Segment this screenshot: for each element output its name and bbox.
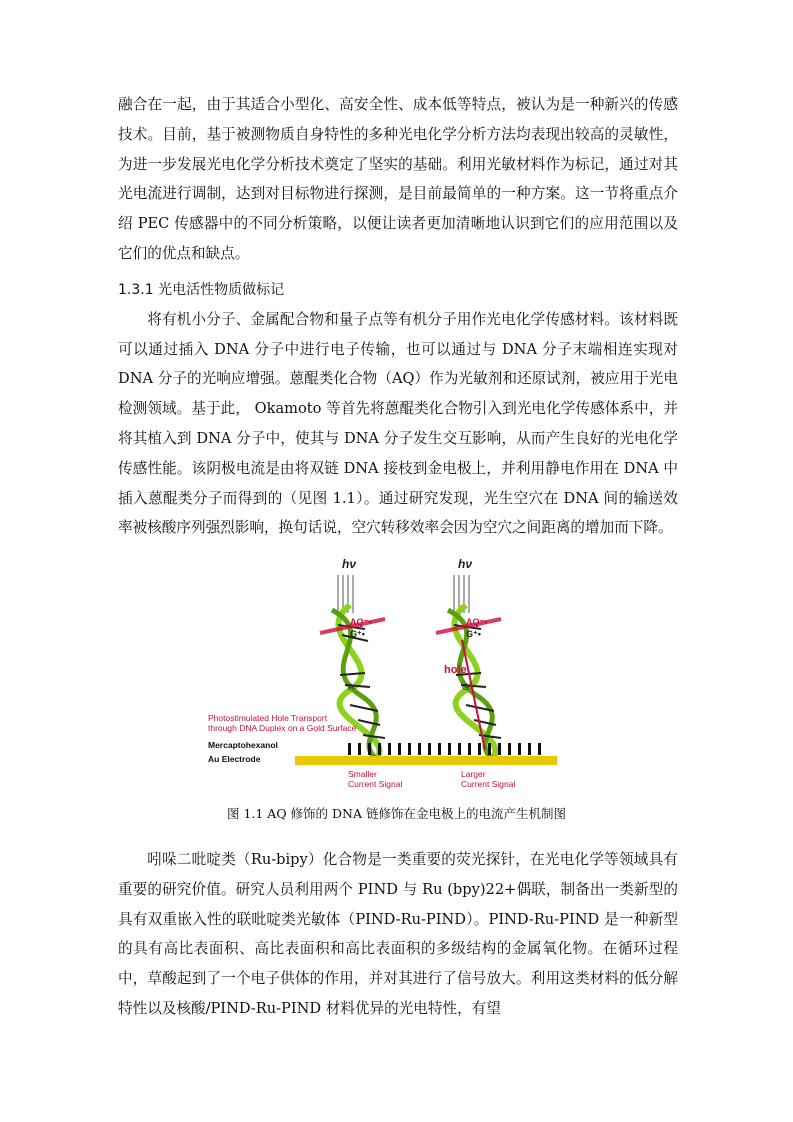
transport-line2: through DNA Duplex on a Gold Surface <box>208 723 357 733</box>
hole-label: hole <box>444 664 467 676</box>
paragraph-section: 将有机小分子、金属配合物和量子点等有机分子用作光电化学传感材料。该材料既可以通过插入 DNA 分子中进行电子传输，也可以通过与 DNA 分子末端相连实现对 DNA 分子的光响应增强。蒽醌类化合物（AQ）作为光敏剂和还原试剂，被应用于光电检测领域。基于此， Okamoto 等首先将蒽醌类化合物引入到光电化学传感体系中，并将其植入到 DNA 分子中，使其与 DNA 分子发生交互影响，从而产生良好的光电化学传感性能。该阴极电流是由将双链 DNA 接枝到金电极上，并利用静电作用在 DNA 中插入蒽醌类分子而得到的（见图 1.1）。通过研究发现，光生空穴在 DNA 间的输送效率被核酸序列强烈影响，换句话说，空穴转移效率会因为空穴之间距离的增加而下降。 <box>118 310 678 537</box>
base-left-label: A <box>348 682 355 692</box>
mercapto-label: Mercaptohexanol <box>208 740 278 750</box>
transport-line1: Photostimulated Hole Transport <box>208 713 328 723</box>
bottom-text-block <box>118 845 678 1024</box>
base-right-label: G <box>462 682 470 692</box>
gold-electrode <box>295 756 557 765</box>
smaller-line2: Current Signal <box>348 779 403 789</box>
main-text-block <box>118 90 678 543</box>
dna-electrode-diagram <box>200 555 562 800</box>
figure-1-1 <box>200 555 562 800</box>
larger-line2: Current Signal <box>461 779 516 789</box>
paragraph-bottom: 吲哚二吡啶类（Ru-bipy）化合物是一类重要的荧光探针，在光电化学等领域具有重要的研究价值。研究人员利用两个 PIND 与 Ru (bpy)22+偶联，制备出一类新型的具有双重嵌入性的联吡啶类光敏体（PIND-Ru-PIND）。PIND-Ru-PIND 是一种新型的具有高比表面积、高比表面积和高比表面积的多级结构的金属氧化物。在循环过程中，草酸起到了一个电子供体的作用，并对其进行了信号放大。利用这类材料的低分解特性以及核酸/PIND-Ru-PIND 材料优异的光电特性，有望 <box>118 851 678 1017</box>
electrode-label: Au Electrode <box>208 754 261 764</box>
figure-caption: 图 1.1 AQ 修饰的 DNA 链修饰在金电极上的电流产生机制图 <box>226 806 566 821</box>
section-heading: 1.3.1 光电活性物质做标记 <box>118 281 285 298</box>
aq-left-label: AQ⁻• <box>350 617 372 627</box>
aq-right-label: AQ⁻• <box>466 617 488 627</box>
g-left-label: G⁺• <box>350 629 365 639</box>
g-right-label: G⁺• <box>466 629 481 639</box>
larger-line1: Larger <box>461 769 486 779</box>
smaller-line1: Smaller <box>348 769 377 779</box>
hv-left-label: hν <box>342 557 357 571</box>
hv-right-label: hν <box>458 557 473 571</box>
paragraph-intro: 融合在一起，由于其适合小型化、高安全性、成本低等特点，被认为是一种新兴的传感技术。目前，基于被测物质自身特性的多种光电化学分析方法均表现出较高的灵敏性，为进一步发展光电化学分析技术奠定了坚实的基础。利用光敏材料作为标记，通过对其光电流进行调制，达到对目标物进行探测，是目前最简单的一种方案。这一节将重点介绍 PEC 传感器中的不同分析策略，以便让读者更加清晰地认识到它们的应用范围以及它们的优点和缺点。 <box>118 96 678 262</box>
